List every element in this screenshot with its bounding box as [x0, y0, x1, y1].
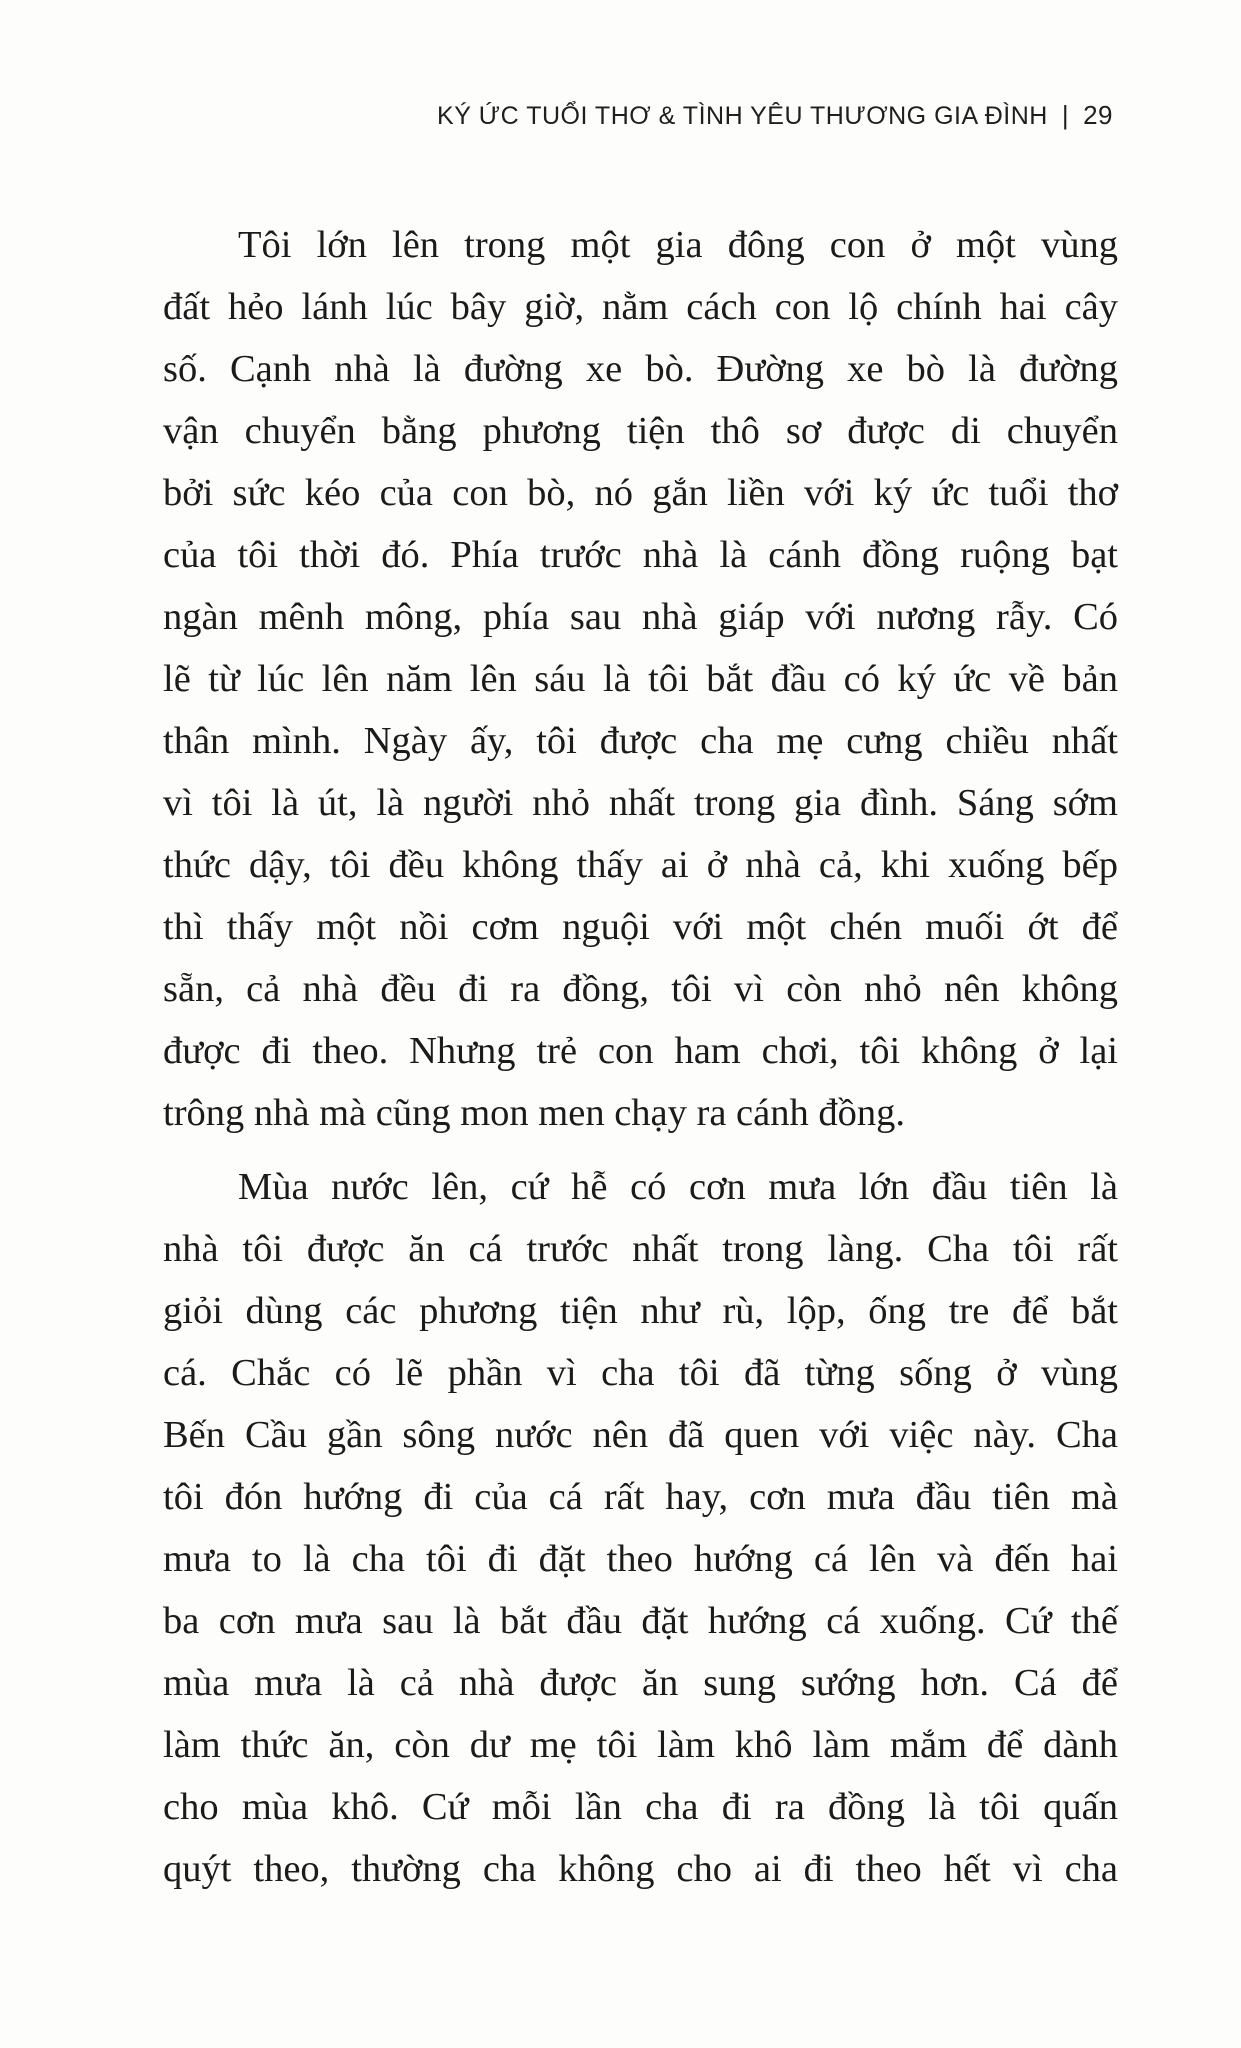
paragraph-2: [163, 1156, 1118, 1900]
text-line: thức dậy, tôi đều không thấy ai ở nhà cả, khi xuống bếp: [163, 844, 1118, 886]
text-line: mùa mưa là cả nhà được ăn sung sướng hơn. Cá để: [163, 1662, 1118, 1704]
text-line: giỏi dùng các phương tiện như rù, lộp, ống tre để bắt: [163, 1290, 1118, 1332]
text-line: của tôi thời đó. Phía trước nhà là cánh đồng ruộng bạt: [163, 534, 1118, 576]
text-line: lẽ từ lúc lên năm lên sáu là tôi bắt đầu có ký ức về bản: [163, 658, 1118, 700]
text-line: thân mình. Ngày ấy, tôi được cha mẹ cưng chiều nhất: [163, 720, 1118, 762]
text-line: cá. Chắc có lẽ phần vì cha tôi đã từng sống ở vùng: [163, 1352, 1118, 1394]
running-title: KÝ ỨC TUỔI THƠ & TÌNH YÊU THƯƠNG GIA ĐÌNH: [437, 102, 1048, 130]
paragraph-1: [163, 214, 1118, 1144]
text-line: cho mùa khô. Cứ mỗi lần cha đi ra đồng là tôi quấn: [163, 1786, 1118, 1828]
text-line: quýt theo, thường cha không cho ai đi theo hết vì cha: [163, 1848, 1118, 1890]
text-line: Mùa nước lên, cứ hễ có cơn mưa lớn đầu tiên là: [238, 1166, 1118, 1208]
body-text: [163, 214, 1118, 1900]
text-line: nhà tôi được ăn cá trước nhất trong làng. Cha tôi rất: [163, 1228, 1118, 1270]
text-line: ngàn mênh mông, phía sau nhà giáp với nương rẫy. Có: [163, 596, 1118, 638]
text-line: Tôi lớn lên trong một gia đông con ở một vùng: [238, 224, 1118, 266]
text-line: trông nhà mà cũng mon men chạy ra cánh đồng.: [163, 1092, 905, 1134]
text-line: sẵn, cả nhà đều đi ra đồng, tôi vì còn nhỏ nên không: [163, 968, 1118, 1010]
text-line: ba cơn mưa sau là bắt đầu đặt hướng cá xuống. Cứ thế: [163, 1600, 1118, 1642]
text-line: đất hẻo lánh lúc bây giờ, nằm cách con lộ chính hai cây: [163, 286, 1118, 328]
text-line: vận chuyển bằng phương tiện thô sơ được di chuyển: [163, 410, 1118, 452]
page-number: 29: [1083, 100, 1113, 130]
text-line: được đi theo. Nhưng trẻ con ham chơi, tôi không ở lại: [163, 1030, 1118, 1072]
running-header: [437, 100, 1113, 131]
text-line: số. Cạnh nhà là đường xe bò. Đường xe bò là đường: [163, 348, 1118, 390]
text-line: mưa to là cha tôi đi đặt theo hướng cá lên và đến hai: [163, 1538, 1118, 1580]
text-line: thì thấy một nồi cơm nguội với một chén muối ớt để: [163, 906, 1118, 948]
text-line: tôi đón hướng đi của cá rất hay, cơn mưa đầu tiên mà: [163, 1476, 1118, 1518]
text-line: bởi sức kéo của con bò, nó gắn liền với ký ức tuổi thơ: [163, 472, 1118, 514]
text-line: làm thức ăn, còn dư mẹ tôi làm khô làm mắm để dành: [163, 1724, 1118, 1766]
text-line: vì tôi là út, là người nhỏ nhất trong gia đình. Sáng sớm: [163, 782, 1118, 824]
header-separator: |: [1061, 100, 1070, 130]
text-line: Bến Cầu gần sông nước nên đã quen với việc này. Cha: [163, 1414, 1118, 1456]
